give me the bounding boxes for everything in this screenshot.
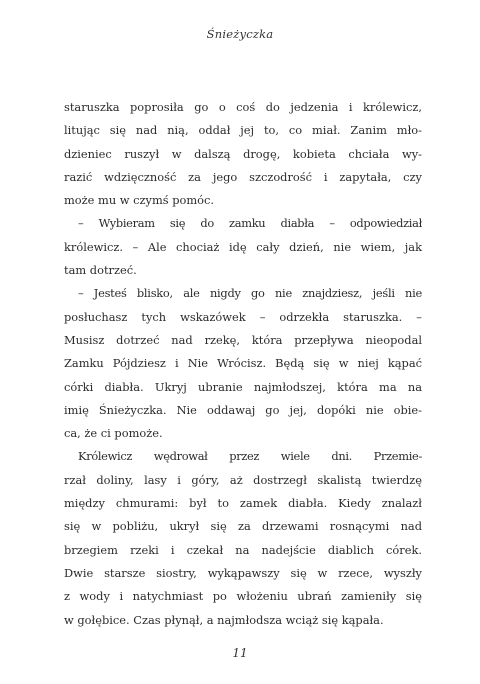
page-number: 11 bbox=[232, 646, 248, 660]
text-line: – Jesteś blisko, ale nigdy go nie znajdziesz, jeśli nie bbox=[78, 286, 422, 301]
text-line: – Wybieram się do zamku diabła – odpowiedział bbox=[78, 216, 422, 231]
text-line: się w pobliżu, ukrył się za drzewami rosnącymi nad bbox=[64, 519, 422, 534]
paragraph-3 bbox=[64, 282, 422, 445]
paragraph-2 bbox=[64, 212, 422, 282]
text-line: córki diabła. Ukryj ubranie najmłodszej, która ma na bbox=[64, 379, 422, 394]
running-header: Śnieżyczka bbox=[206, 27, 274, 41]
text-line: królewicz. – Ale chociaż idę cały dzień, nie wiem, jak bbox=[64, 239, 422, 254]
text-line: z wody i natychmiast po włożeniu ubrań zamieniły się bbox=[64, 589, 422, 604]
paragraph-1 bbox=[64, 96, 422, 212]
text-line: w gołębice. Czas płynął, a najmłodsza wciąż się kąpała. bbox=[64, 612, 384, 627]
text-line: litując się nad nią, oddał jej to, co miał. Zanim mło- bbox=[64, 123, 422, 138]
text-line: razić wdzięczność za jego szczodrość i zapytała, czy bbox=[64, 169, 422, 184]
text-line: Dwie starsze siostry, wykąpawszy się w rzece, wyszły bbox=[64, 565, 422, 580]
text-line: dzieniec ruszył w dalszą drogę, kobieta chciała wy- bbox=[64, 146, 422, 161]
body-text bbox=[64, 96, 422, 632]
text-line: brzegiem rzeki i czekał na nadejście diablich córek. bbox=[64, 542, 422, 557]
text-line: tam dotrzeć. bbox=[64, 263, 137, 278]
text-line: staruszka poprosiła go o coś do jedzenia i królewicz, bbox=[64, 100, 422, 114]
text-line: Zamku Pójdziesz i Nie Wrócisz. Będą się w niej kąpać bbox=[64, 356, 422, 371]
text-line: Musisz dotrzeć nad rzekę, która przepływa nieopodal bbox=[64, 332, 422, 347]
paragraph-4 bbox=[64, 445, 422, 631]
text-line: między chmurami: był to zamek diabła. Kiedy znalazł bbox=[64, 496, 422, 511]
text-line: posłuchasz tych wskazówek – odrzekła staruszka. – bbox=[64, 309, 422, 324]
text-line: imię Śnieżyczka. Nie oddawaj go jej, dopóki nie obie- bbox=[64, 402, 422, 417]
text-line: Królewicz wędrował przez wiele dni. Przemie- bbox=[78, 449, 422, 464]
text-line: może mu w czymś pomóc. bbox=[64, 193, 215, 208]
text-line: ca, że ci pomoże. bbox=[64, 426, 163, 441]
text-line: rzał doliny, lasy i góry, aż dostrzegł skalistą twierdzę bbox=[64, 472, 422, 487]
